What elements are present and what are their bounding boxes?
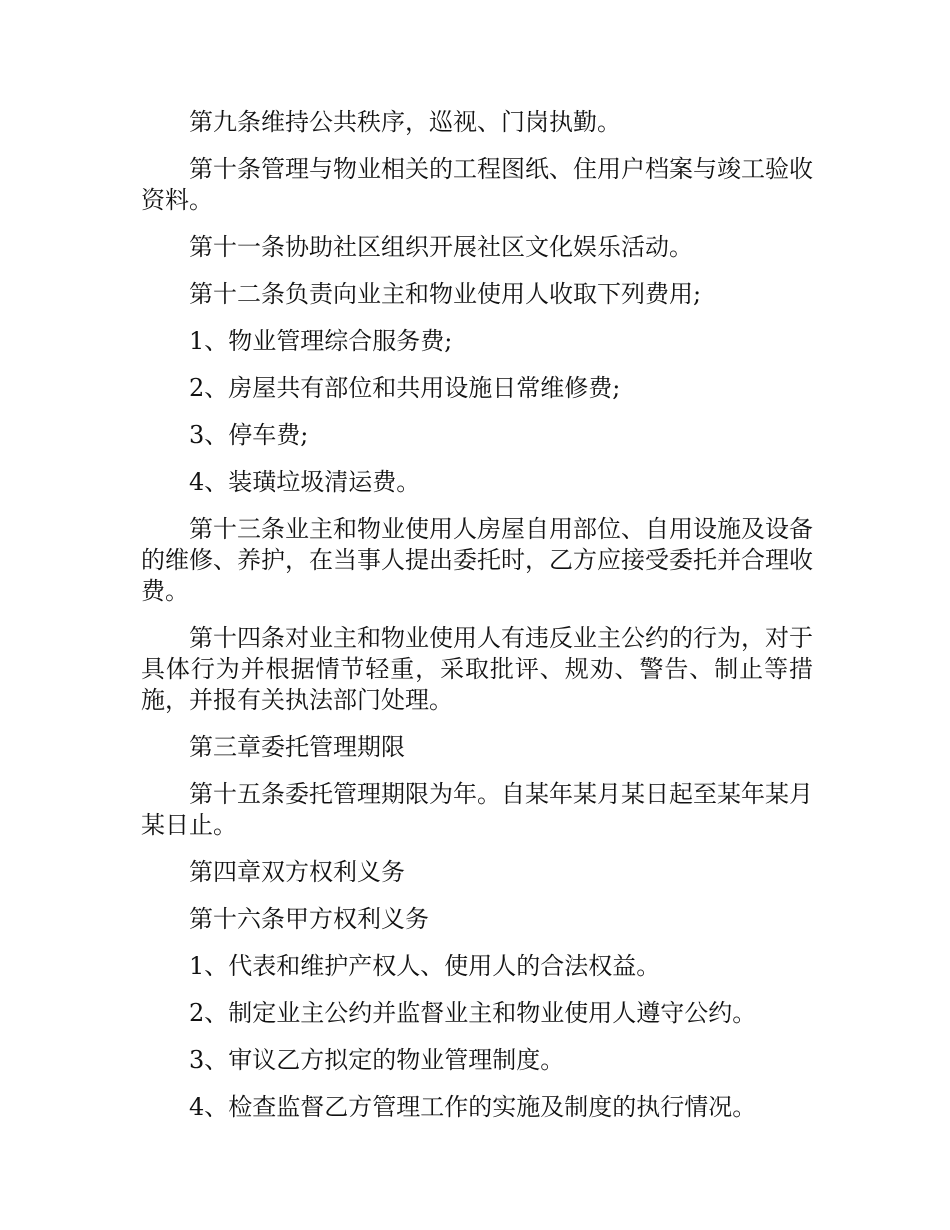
party-a-duty-2: 2、制定业主公约并监督业主和物业使用人遵守公约。 (189, 999, 757, 1027)
article-9-paragraph: 第九条维持公共秩序，巡视、门岗执勤。 (189, 108, 621, 136)
fee-item-2: 2、房屋共有部位和共用设施日常维修费; (189, 374, 621, 402)
article-15-paragraph: 第十五条委托管理期限为年。自某年某月某日起至某年某月某日止。 (141, 780, 813, 839)
fee-item-1: 1、物业管理综合服务费; (189, 327, 453, 355)
party-a-duty-1: 1、代表和维护产权人、使用人的合法权益。 (189, 952, 661, 980)
article-13-paragraph: 第十三条业主和物业使用人房屋自用部位、自用设施及设备的维修、养护，在当事人提出委托时，乙方应接受委托并合理收费。 (141, 515, 813, 605)
article-14-paragraph: 第十四条对业主和物业使用人有违反业主公约的行为，对于具体行为并根据情节轻重，采取批评、规劝、警告、制止等措施，并报有关执法部门处理。 (141, 624, 813, 714)
article-11-paragraph: 第十一条协助社区组织开展社区文化娱乐活动。 (189, 233, 693, 261)
document-page (141, 107, 813, 1139)
party-a-duty-3: 3、审议乙方拟定的物业管理制度。 (189, 1046, 565, 1074)
chapter-3-heading: 第三章委托管理期限 (189, 733, 405, 761)
fee-item-3: 3、停车费; (189, 421, 309, 449)
fee-item-4: 4、装璜垃圾清运费。 (189, 468, 421, 496)
article-10-paragraph: 第十条管理与物业相关的工程图纸、住用户档案与竣工验收资料。 (141, 155, 813, 214)
article-12-paragraph: 第十二条负责向业主和物业使用人收取下列费用; (189, 280, 702, 308)
chapter-4-heading: 第四章双方权利义务 (189, 858, 405, 886)
party-a-duty-4: 4、检查监督乙方管理工作的实施及制度的执行情况。 (189, 1093, 757, 1121)
article-16-paragraph: 第十六条甲方权利义务 (189, 905, 429, 933)
